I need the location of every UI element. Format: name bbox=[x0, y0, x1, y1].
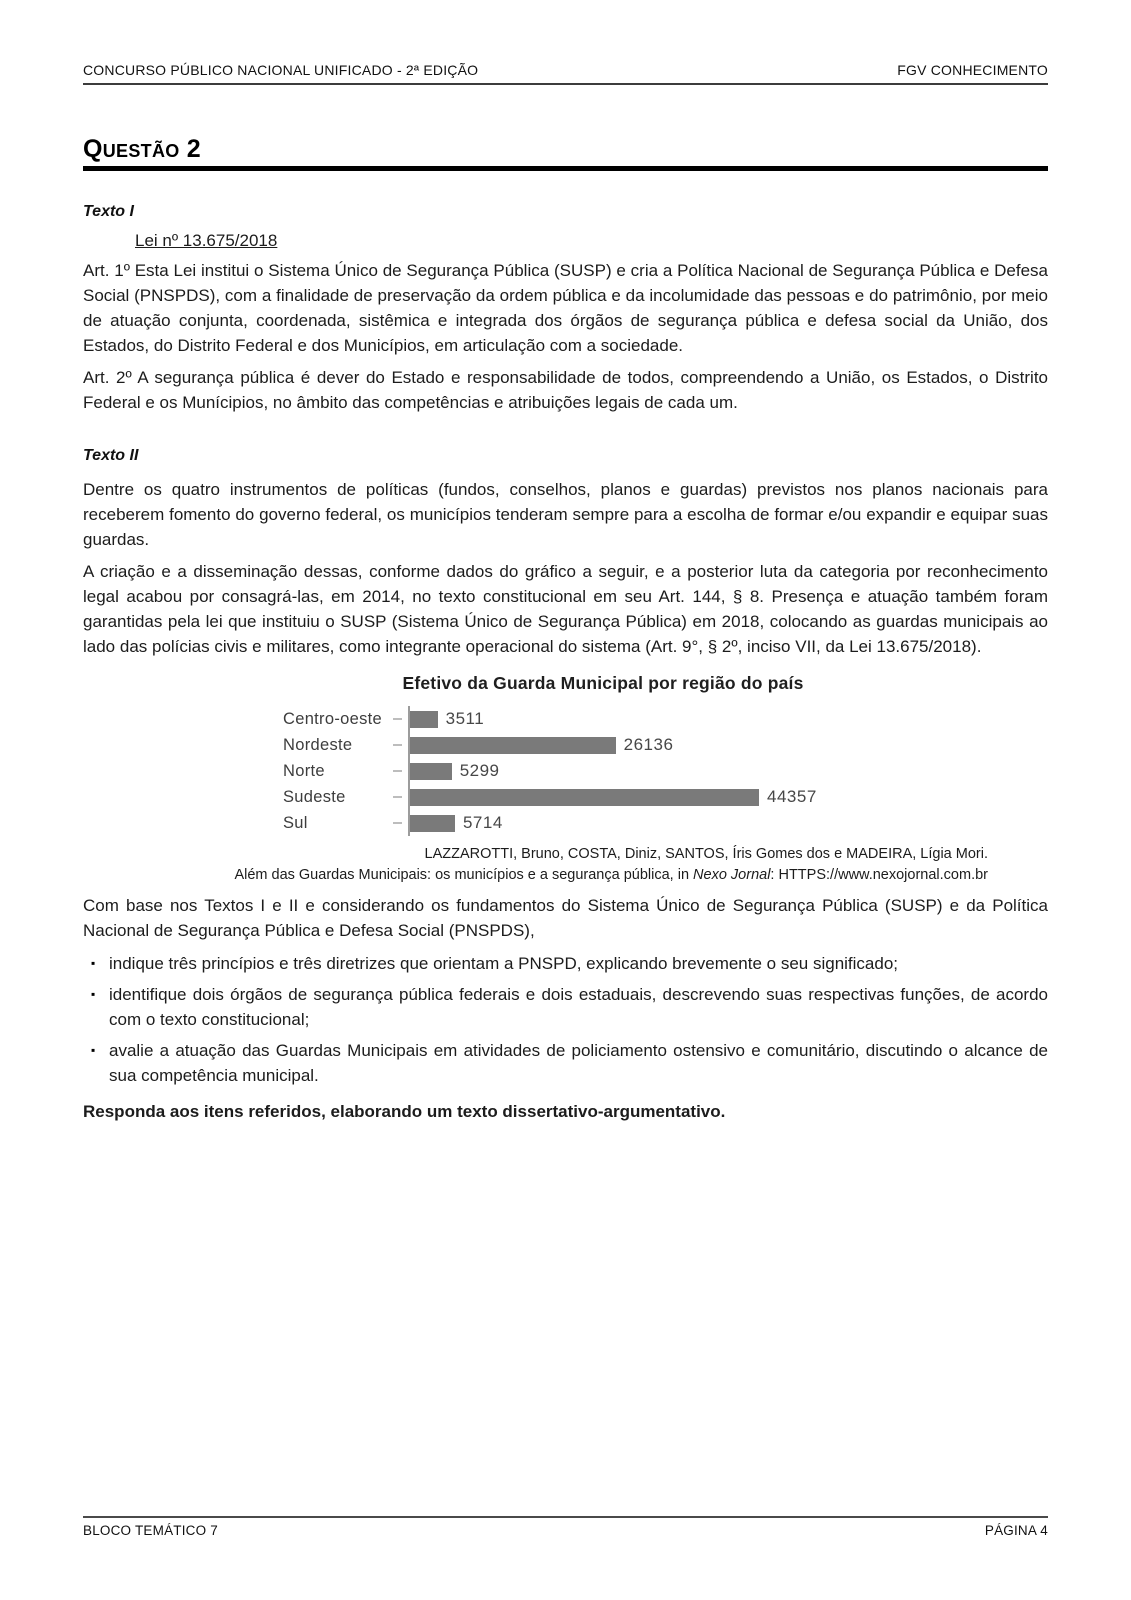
chart-tick-mark bbox=[393, 796, 402, 798]
list-item bbox=[83, 951, 1048, 976]
header-left-text: CONCURSO PÚBLICO NACIONAL UNIFICADO - 2ª EDIÇÃO bbox=[83, 62, 479, 78]
square-bullet-icon: ▪ bbox=[91, 987, 96, 1001]
texto1-paragraph-1: Art. 1º Esta Lei institui o Sistema Único de Segurança Pública (SUSP) e cria a Política Nacional de Segurança Pública e Defesa Social (PNSPDS), com a finalidade de preservação da ordem pública e da incolumidade das pessoas e do patrimônio, por meio de atuação conjunta, coordenada, sistêmica e integrada dos órgãos de segurança pública e defesa social da União, dos Estados, do Distrito Federal e dos Municípios, em articulação com a sociedade. bbox=[83, 261, 1048, 355]
citation-reference-prefix: Além das Guardas Municipais: os municípios e a segurança pública, in bbox=[234, 867, 694, 883]
citation-reference bbox=[83, 865, 988, 886]
chart-plot-area bbox=[408, 732, 923, 758]
chart-bar-value: 5299 bbox=[459, 761, 500, 780]
citation-journal-name: Nexo Jornal bbox=[693, 867, 771, 883]
question-title-rule bbox=[83, 166, 1048, 171]
bullet-text: indique três princípios e três diretrizes que orientam a PNSPD, explicando brevemente o seu significado; bbox=[109, 954, 899, 973]
chart-plot-area bbox=[408, 784, 923, 810]
command-bullet-list bbox=[83, 951, 1048, 1088]
citation-url: : HTTPS://www.nexojornal.com.br bbox=[770, 867, 988, 883]
chart-category-label: Sudeste bbox=[283, 787, 346, 806]
texto1-paragraph-2: Art. 2º A segurança pública é dever do Estado e responsabilidade de todos, compreendendo a União, os Estados, o Distrito Federal e os Munícipios, no âmbito das competências e atribuições legais de cada um. bbox=[83, 368, 1048, 412]
chart-bar-value: 26136 bbox=[623, 735, 674, 754]
chart-tick-mark bbox=[393, 770, 402, 772]
chart-title: Efetivo da Guarda Municipal por região do país bbox=[402, 673, 804, 693]
footer-left-text: BLOCO TEMÁTICO 7 bbox=[83, 1523, 218, 1538]
chart-bar bbox=[410, 711, 438, 728]
page-footer bbox=[83, 1516, 1048, 1538]
question-title: Questão 2 bbox=[83, 135, 202, 163]
chart-tick-mark bbox=[393, 744, 402, 746]
chart-rows bbox=[283, 706, 923, 836]
chart-bar bbox=[410, 763, 452, 780]
chart-row bbox=[283, 732, 923, 758]
command-intro: Com base nos Textos I e II e considerando os fundamentos do Sistema Único de Segurança Pública (SUSP) e da Política Nacional de Segurança Pública e Defesa Social (PNSPDS), bbox=[83, 896, 1048, 940]
chart-row bbox=[283, 706, 923, 732]
chart-category-label: Centro-oeste bbox=[283, 709, 382, 728]
chart-row bbox=[283, 758, 923, 784]
chart-tick-mark bbox=[393, 822, 402, 824]
chart-bar bbox=[410, 789, 759, 806]
citation-authors: LAZZAROTTI, Bruno, COSTA, Diniz, SANTOS, Íris Gomes dos e MADEIRA, Lígia Mori. bbox=[424, 846, 988, 862]
texto2-heading: Texto II bbox=[83, 447, 139, 464]
chart-category-label: Sul bbox=[283, 813, 308, 832]
texto2-paragraph-1: Dentre os quatro instrumentos de políticas (fundos, conselhos, planos e guardas) previstos nos planos nacionais para receberem fomento do governo federal, os municípios tenderam sempre para a escolha de formar e/ou expandir e equipar suas guardas. bbox=[83, 480, 1048, 549]
chart-bar bbox=[410, 815, 455, 832]
chart-bar-value: 3511 bbox=[445, 709, 485, 728]
chart-bar-value: 5714 bbox=[462, 813, 503, 832]
bullet-text: identifique dois órgãos de segurança pública federais e dois estaduais, descrevendo suas respectivas funções, de acordo com o texto constitucional; bbox=[109, 985, 1048, 1029]
chart-category-label: Nordeste bbox=[283, 735, 353, 754]
closing-instruction: Responda aos itens referidos, elaborando um texto dissertativo-argumentativo. bbox=[83, 1102, 726, 1121]
chart-row bbox=[283, 784, 923, 810]
page-header bbox=[83, 62, 1048, 85]
chart-source-citation bbox=[83, 844, 1048, 886]
law-title: Lei nº 13.675/2018 bbox=[135, 231, 278, 250]
texto2-paragraph-2: A criação e a disseminação dessas, conforme dados do gráfico a seguir, e a posterior luta da categoria por reconhecimento legal acabou por consagrá-las, em 2014, no texto constitucional em seu Art. 144, § 8. Presença e atuação também foram garantidas pela lei que instituiu o SUSP (Sistema Único de Segurança Pública) em 2018, colocando as guardas municipais ao lado das polícias civis e militares, como integrante operacional do sistema (Art. 9°, § 2º, inciso VII, da Lei 13.675/2018). bbox=[83, 562, 1048, 656]
header-right-text: FGV CONHECIMENTO bbox=[897, 62, 1048, 78]
list-item bbox=[83, 1038, 1048, 1088]
bar-chart bbox=[283, 673, 923, 836]
chart-category-label: Norte bbox=[283, 761, 325, 780]
chart-plot-area bbox=[408, 706, 923, 732]
square-bullet-icon: ▪ bbox=[91, 956, 96, 970]
chart-row bbox=[283, 810, 923, 836]
square-bullet-icon: ▪ bbox=[91, 1043, 96, 1057]
chart-plot-area bbox=[408, 810, 923, 836]
footer-right-text: PÁGINA 4 bbox=[984, 1523, 1048, 1538]
texto1-heading: Texto I bbox=[83, 203, 134, 220]
chart-plot-area bbox=[408, 758, 923, 784]
bullet-text: avalie a atuação das Guardas Municipais em atividades de policiamento ostensivo e comunitário, discutindo o alcance de sua competência municipal. bbox=[109, 1041, 1048, 1085]
chart-bar-value: 44357 bbox=[767, 787, 817, 806]
chart-tick-mark bbox=[393, 718, 402, 720]
list-item bbox=[83, 982, 1048, 1032]
chart-bar bbox=[410, 737, 616, 754]
